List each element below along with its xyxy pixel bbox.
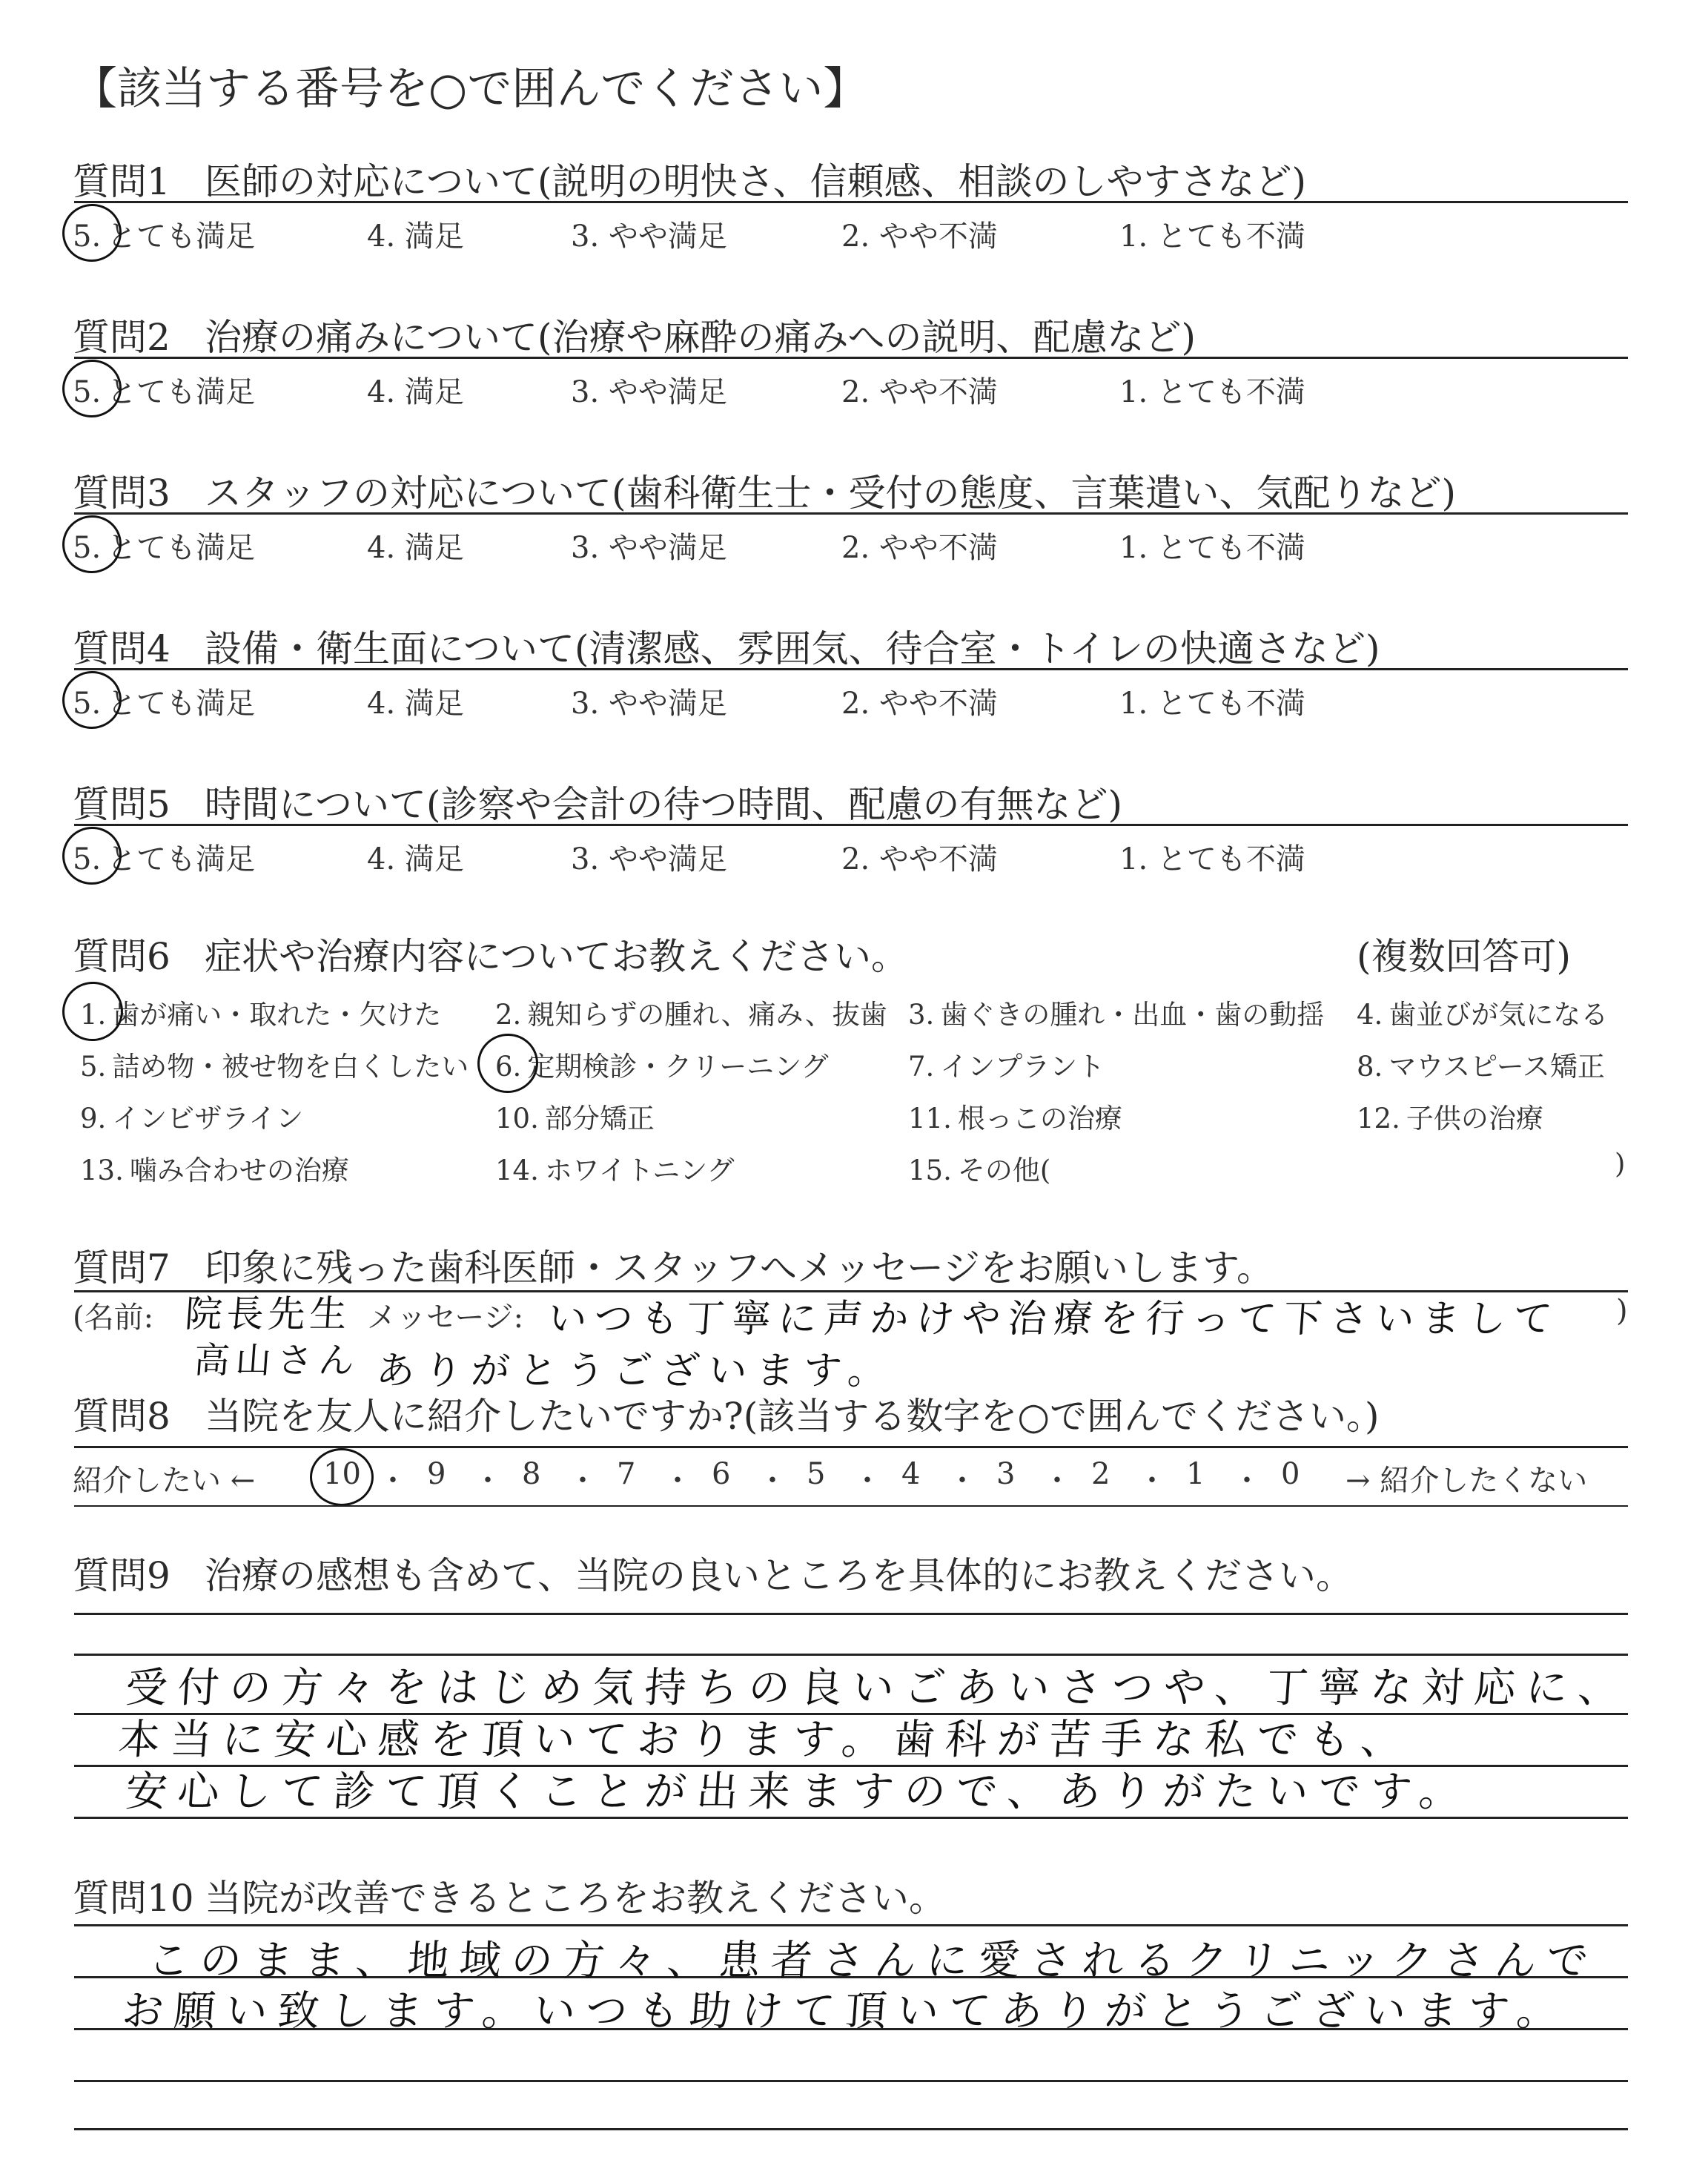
option-label: 子供の治療: [1406, 1103, 1543, 1135]
q8-text: 当院を友人に紹介したいですか?(該当する数字を○で囲んでください。): [205, 1395, 1380, 1438]
option-number: 3.: [908, 999, 935, 1031]
q3-label: 質問3: [73, 472, 171, 515]
q9-text: 治療の感想も含めて、当院の良いところを具体的にお教えください。: [205, 1554, 1353, 1597]
q8-selection-circle: [310, 1448, 374, 1506]
q6-text: 症状や治療内容についてお教えください。: [205, 935, 908, 978]
option-number: 5.: [73, 531, 102, 565]
q6-option-11[interactable]: [908, 1096, 1122, 1136]
option-label: 歯ぐきの腫れ・出血・歯の動揺: [940, 999, 1325, 1031]
q8-score-6[interactable]: 6: [712, 1457, 731, 1491]
option-number: 1.: [80, 999, 107, 1031]
q6-option-12[interactable]: [1357, 1096, 1543, 1136]
q4-option-4[interactable]: 4. 満足: [367, 687, 464, 721]
q6-option-7[interactable]: [908, 1044, 1105, 1084]
option-label: その他(: [957, 1155, 1051, 1186]
q3-option-2[interactable]: 2. やや不満: [841, 531, 998, 565]
option-label: 根っこの治療: [957, 1103, 1122, 1135]
q6-note: (複数回答可): [1357, 935, 1572, 978]
option-number: 10.: [495, 1103, 539, 1135]
q1-option-1[interactable]: 1. とても不満: [1119, 219, 1305, 254]
option-label: ホワイトニング: [544, 1155, 735, 1186]
q3-option-3[interactable]: 3. やや満足: [571, 531, 727, 565]
q8-score-8[interactable]: 8: [522, 1457, 541, 1491]
option-number: 12.: [1357, 1103, 1400, 1135]
q6-option-5[interactable]: [80, 1044, 469, 1084]
q8-separator: ・: [378, 1464, 408, 1498]
q9-rule-1: [74, 1613, 1628, 1615]
q6-option-1[interactable]: [80, 992, 441, 1032]
q4-option-2[interactable]: 2. やや不満: [841, 687, 998, 721]
q7-message-line2: ありがとうございます。: [374, 1349, 897, 1393]
option-label: とても満足: [107, 375, 256, 409]
q8-rule: [74, 1446, 1628, 1448]
option-number: 5.: [80, 1051, 107, 1083]
q1-rule: [74, 201, 1628, 203]
option-number: 8.: [1357, 1051, 1383, 1083]
option-label: 詰め物・被せ物を白くしたい: [112, 1051, 469, 1083]
option-label: とても満足: [107, 219, 256, 254]
option-number: 9.: [80, 1103, 107, 1135]
q3-text: スタッフの対応について(歯科衛生士・受付の態度、言葉遣い、気配りなど): [205, 472, 1457, 515]
q2-text: 治療の痛みについて(治療や麻酔の痛みへの説明、配慮など): [205, 316, 1196, 359]
q5-option-4[interactable]: 4. 満足: [367, 842, 464, 876]
q1-option-4[interactable]: 4. 満足: [367, 219, 464, 254]
q10-text: 当院が改善できるところをお教えください。: [205, 1877, 946, 1920]
q6-option-9[interactable]: [80, 1096, 303, 1136]
q6-label: 質問6: [73, 935, 171, 978]
form-title: 【該当する番号を○で囲んでください】: [73, 63, 868, 115]
q8-label: 質問8: [73, 1395, 171, 1438]
q5-option-2[interactable]: 2. やや不満: [841, 842, 998, 876]
q1-selection-circle: [57, 199, 127, 268]
q6-option-13[interactable]: [80, 1148, 349, 1188]
q3-option-4[interactable]: 4. 満足: [367, 531, 464, 565]
q1-label: 質問1: [73, 160, 171, 203]
q8-score-7[interactable]: 7: [617, 1457, 636, 1491]
option-number: 13.: [80, 1155, 124, 1186]
q5-selection-circle: [57, 822, 127, 891]
q10-rule-4: [74, 2080, 1628, 2082]
q5-option-3[interactable]: 3. やや満足: [571, 842, 727, 876]
q1-option-3[interactable]: 3. やや満足: [571, 219, 727, 254]
option-number: 4.: [1357, 999, 1383, 1031]
q10-rule-5: [74, 2128, 1628, 2130]
q9-answer-line1: 受付の方々をはじめ気持ちの良いごあいさつや、丁寧な対応に、: [124, 1664, 1632, 1712]
q3-option-1[interactable]: 1. とても不満: [1119, 531, 1305, 565]
q9-label: 質問9: [73, 1554, 171, 1597]
q5-option-1[interactable]: 1. とても不満: [1119, 842, 1305, 876]
option-label: インプラント: [940, 1051, 1105, 1083]
q6-option-6[interactable]: [495, 1044, 829, 1084]
q7-name-label: (名前:: [73, 1301, 154, 1335]
q8-separator: ・: [663, 1464, 692, 1498]
option-number: 2.: [495, 999, 522, 1031]
option-label: 定期検診・クリーニング: [527, 1051, 829, 1083]
q8-score-1[interactable]: 1: [1186, 1457, 1205, 1491]
q7-message-label: メッセージ:: [367, 1301, 524, 1335]
q2-selection-circle: [57, 354, 127, 423]
q3-selection-circle: [57, 510, 127, 579]
option-label: とても満足: [107, 687, 256, 721]
q8-separator: ・: [947, 1464, 977, 1498]
option-label: 噛み合わせの治療: [129, 1155, 349, 1186]
q4-selection-circle: [57, 666, 127, 735]
option-label: とても満足: [107, 842, 256, 876]
q7-message-line1: いつも丁寧に声かけや治療を行って下さいまして: [546, 1297, 1561, 1341]
q10-label: 質問10: [73, 1877, 194, 1920]
q2-option-4[interactable]: 4. 満足: [367, 375, 464, 409]
option-number: 5.: [73, 375, 102, 409]
q6-option-10[interactable]: [495, 1096, 655, 1136]
q8-separator: ・: [853, 1464, 882, 1498]
q8-score-10[interactable]: 10: [323, 1457, 361, 1491]
q5-text: 時間について(診察や会計の待つ時間、配慮の有無など): [205, 783, 1123, 826]
q7-close-paren: ): [1616, 1294, 1628, 1328]
q8-score-4[interactable]: 4: [901, 1457, 921, 1491]
option-label: 歯並びが気になる: [1388, 999, 1609, 1031]
q2-option-3[interactable]: 3. やや満足: [571, 375, 727, 409]
q6-option-15[interactable]: [908, 1148, 1050, 1188]
q6-option-3[interactable]: [908, 992, 1324, 1032]
q10-answer-line2: お願い致します。いつも助けて頂いてありがとうございます。: [120, 1987, 1571, 2035]
option-number: 14.: [495, 1155, 539, 1186]
q5-rule: [74, 824, 1628, 826]
q4-option-3[interactable]: 3. やや満足: [571, 687, 727, 721]
q7-label: 質問7: [73, 1246, 171, 1289]
q8-separator: ・: [1137, 1464, 1167, 1498]
q1-option-2[interactable]: 2. やや不満: [841, 219, 998, 254]
q8-separator: ・: [568, 1464, 598, 1498]
option-number: 5.: [73, 842, 102, 876]
q6-option-4[interactable]: [1357, 992, 1608, 1032]
option-number: 6.: [495, 1051, 522, 1083]
q2-label: 質問2: [73, 316, 171, 359]
q9-answer-line2: 本当に安心感を頂いております。歯科が苦手な私でも、: [116, 1716, 1414, 1764]
option-label: ): [1615, 1148, 1626, 1180]
q4-text: 設備・衛生面について(清潔感、雰囲気、待合室・トイレの快適さなど): [205, 627, 1380, 670]
q5-label: 質問5: [73, 783, 171, 826]
q6-option-2[interactable]: [495, 992, 887, 1032]
option-label: 歯が痛い・取れた・欠けた: [112, 999, 442, 1031]
q2-rule: [74, 357, 1628, 359]
q8-separator: ・: [758, 1464, 787, 1498]
option-number: 5.: [73, 219, 102, 254]
option-number: 11.: [908, 1103, 952, 1135]
option-number: 7.: [908, 1051, 935, 1083]
q3-rule: [74, 512, 1628, 515]
option-label: マウスピース矯正: [1388, 1051, 1605, 1083]
q4-label: 質問4: [73, 627, 171, 670]
q8-score-9[interactable]: 9: [427, 1457, 446, 1491]
q8-score-0[interactable]: 0: [1281, 1457, 1300, 1491]
q8-separator: ・: [1042, 1464, 1072, 1498]
q8-score-2[interactable]: 2: [1091, 1457, 1110, 1491]
option-number: 5.: [73, 687, 102, 721]
q6-option-14[interactable]: [495, 1148, 735, 1188]
q4-rule: [74, 668, 1628, 670]
q8-rule-bottom: [74, 1505, 1628, 1507]
q8-right-label: → 紹介したくない: [1345, 1464, 1588, 1498]
q8-left-label: 紹介したい ←: [73, 1464, 256, 1498]
q7-text: 印象に残った歯科医師・スタッフへメッセージをお願いします。: [205, 1246, 1274, 1289]
option-label: とても満足: [107, 531, 256, 565]
q8-score-5[interactable]: 5: [807, 1457, 826, 1491]
option-label: 親知らずの腫れ、痛み、抜歯: [527, 999, 887, 1031]
q7-name-line2: 高山さん: [192, 1340, 362, 1381]
q10-answer-line1: このまま、地域の方々、患者さんに愛されるクリニックさんで: [146, 1937, 1601, 1985]
q7-name-line1: 院長先生: [183, 1292, 353, 1335]
q1-text: 医師の対応について(説明の明快さ、信頼感、相談のしやすさなど): [205, 160, 1307, 203]
option-label: 部分矯正: [544, 1103, 655, 1135]
q2-option-1[interactable]: 1. とても不満: [1119, 375, 1305, 409]
q2-option-2[interactable]: 2. やや不満: [841, 375, 998, 409]
q8-separator: ・: [1232, 1464, 1262, 1498]
q6-option-8[interactable]: [1357, 1044, 1605, 1084]
q6-selection-circle: [58, 977, 128, 1046]
q4-option-1[interactable]: 1. とても不満: [1119, 687, 1305, 721]
q8-separator: ・: [473, 1464, 503, 1498]
option-number: 15.: [908, 1155, 952, 1186]
q6-option-16[interactable]: [1609, 1148, 1625, 1180]
option-label: インビザライン: [112, 1103, 304, 1135]
q8-score-3[interactable]: 3: [996, 1457, 1016, 1491]
q6-selection-circle: [473, 1028, 543, 1097]
q10-rule-1: [74, 1924, 1628, 1926]
q9-answer-line3: 安心して診て頂くことが出来ますので、ありがたいです。: [124, 1768, 1473, 1816]
